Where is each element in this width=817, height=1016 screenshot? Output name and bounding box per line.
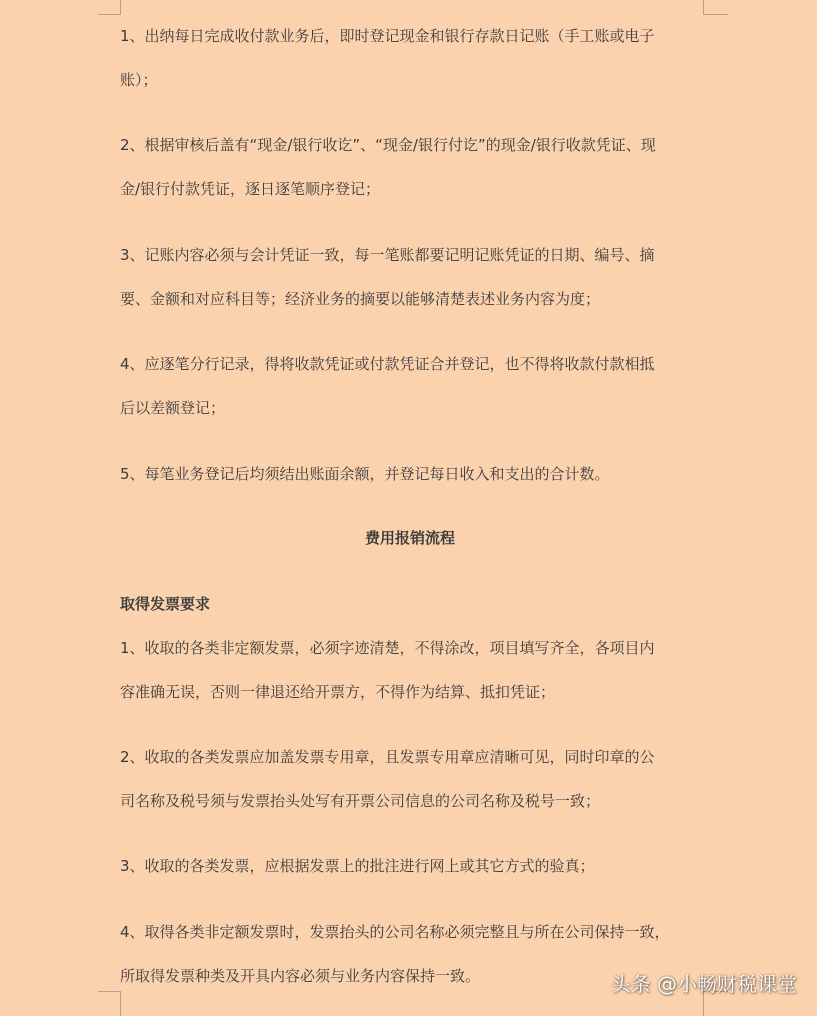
paragraph-line: 1、收取的各类非定额发票，必须字迹清楚，不得涂改，项目填写齐全，各项目内: [120, 639, 655, 657]
paragraph-line: 4、应逐笔分行记录，得将收款凭证或付款凭证合并登记，也不得将收款付款相抵: [120, 355, 655, 373]
paragraph-item-4: [120, 342, 708, 430]
paragraph-line: 要、金额和对应科目等；经济业务的摘要以能够清楚表述业务内容为度；: [120, 290, 601, 308]
paragraph-item-3: [120, 233, 708, 321]
invoice-requirement-1: [120, 626, 708, 714]
crop-mark-bottom-left: [98, 991, 121, 1016]
crop-mark-top-right: [703, 0, 728, 15]
paragraph-item-1: [120, 14, 708, 102]
paragraph-line: 所取得发票种类及开具内容必须与业务内容保持一致。: [120, 967, 481, 985]
watermark-label: 头条 @小畅财税课堂: [610, 972, 797, 996]
section-heading: 费用报销流程: [364, 529, 455, 547]
invoice-requirement-3: [120, 844, 708, 888]
paragraph-line: 2、收取的各类发票应加盖发票专用章，且发票专用章应清晰可见，同时印章的公: [120, 748, 655, 766]
paragraph-item-2: [120, 123, 708, 211]
paragraph-line: 后以差额登记；: [120, 399, 226, 417]
paragraph-line: 2、根据审核后盖有“现金/银行收讫”、“现金/银行付讫”的现金/银行收款凭证、现: [120, 136, 656, 154]
subsection-heading: 取得发票要求: [120, 595, 211, 613]
paragraph-line: 3、收取的各类发票，应根据发票上的批注进行网上或其它方式的验真；: [120, 857, 595, 875]
paragraph-line: 司名称及税号须与发票抬头处写有开票公司信息的公司名称及税号一致；: [120, 792, 601, 810]
paragraph-line: 3、记账内容必须与会计凭证一致，每一笔账都要记明记账凭证的日期、编号、摘: [120, 246, 655, 264]
paragraph-line: 5、每笔业务登记后均须结出账面余额，并登记每日收入和支出的合计数。: [120, 465, 610, 483]
paragraph-line: 4、取得各类非定额发票时，发票抬头的公司名称必须完整且与所在公司保持一致，: [120, 923, 670, 941]
paragraph-line: 1、出纳每日完成收付款业务后，即时登记现金和银行存款日记账（手工账或电子: [120, 27, 655, 45]
paragraph-item-5: [120, 452, 708, 496]
paragraph-line: 容准确无误，否则一律退还给开票方，不得作为结算、抵扣凭证；: [120, 683, 556, 701]
paragraph-line: 金/银行付款凭证，逐日逐笔顺序登记；: [120, 180, 381, 198]
crop-mark-top-left: [98, 0, 121, 15]
invoice-requirement-2: [120, 735, 708, 823]
paragraph-line: 账）；: [120, 71, 158, 89]
